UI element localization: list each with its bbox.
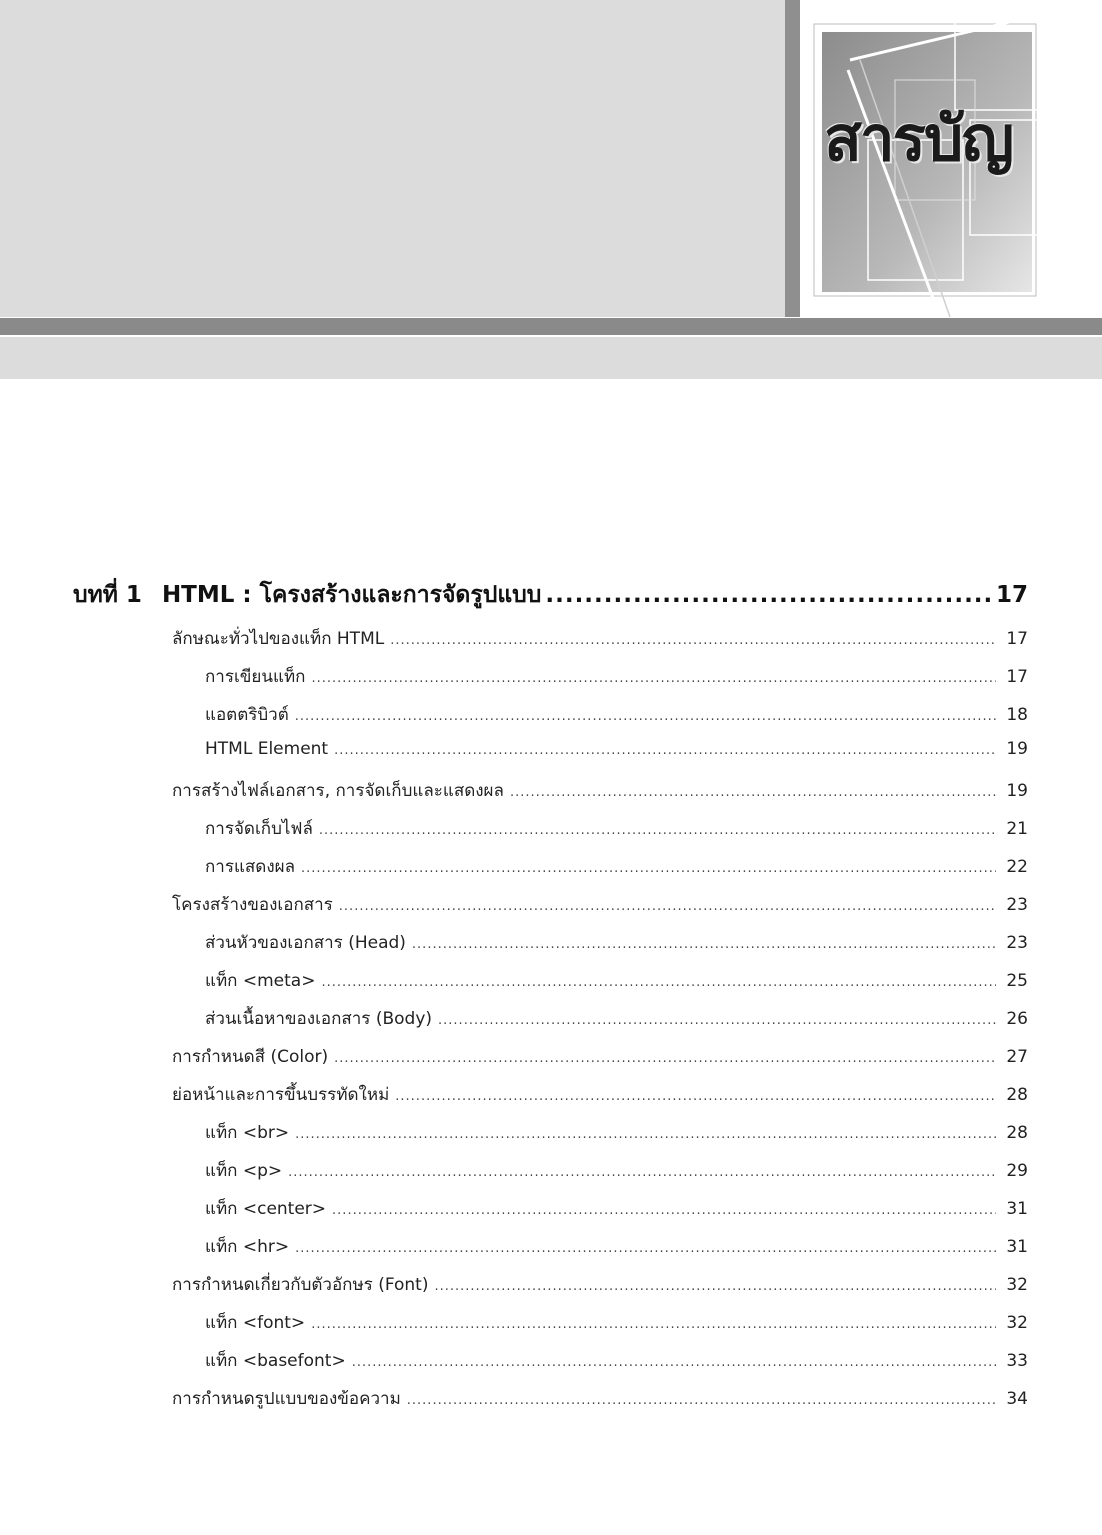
toc-entry	[205, 967, 1028, 997]
chapter-page: 17	[995, 582, 1028, 608]
toc-entry-label: ส่วนหัวของเอกสาร (Head)	[205, 933, 406, 953]
toc-entry	[205, 1233, 1028, 1263]
chapter-number: บทที่ 1	[73, 582, 142, 608]
toc-entry-label: ย่อหน้าและการขึ้นบรรทัดใหม่	[172, 1085, 390, 1105]
toc-entry-label: แท็ก <center>	[205, 1199, 327, 1219]
toc-entry-page: 22	[1006, 857, 1028, 877]
toc-entry-page: 23	[1006, 895, 1028, 915]
toc-entry	[172, 1271, 1028, 1301]
toc-entry-page: 31	[1006, 1237, 1028, 1257]
toc-entry-page: 31	[1006, 1199, 1028, 1219]
dot-leader	[339, 899, 996, 914]
toc-entry	[172, 1385, 1028, 1415]
toc-entry-page: 29	[1006, 1161, 1028, 1181]
toc-entry-label: การจัดเก็บไฟล์	[205, 819, 313, 839]
dot-leader	[295, 1127, 996, 1142]
dot-leader	[412, 937, 996, 952]
toc-entry-label: แท็ก <basefont>	[205, 1351, 346, 1371]
toc-entry	[205, 1195, 1028, 1225]
dot-leader	[334, 743, 996, 758]
toc-entry	[205, 701, 1028, 731]
toc-entry-page: 26	[1006, 1009, 1028, 1029]
toc-entry-page: 32	[1006, 1275, 1028, 1295]
toc-entry-label: การเขียนแท็ก	[205, 667, 306, 687]
toc-entry-page: 19	[1006, 781, 1028, 801]
toc-entry	[205, 1005, 1028, 1035]
toc-entry	[172, 625, 1028, 655]
toc-entry-page: 17	[1006, 667, 1028, 687]
toc-entry-page: 23	[1006, 933, 1028, 953]
toc-entry-label: แท็ก <br>	[205, 1123, 290, 1143]
toc-entry	[205, 1119, 1028, 1149]
dot-leader	[332, 1203, 996, 1218]
dot-leader	[295, 709, 996, 724]
toc-entry	[205, 663, 1028, 693]
dot-leader	[321, 975, 996, 990]
dot-leader	[407, 1393, 996, 1408]
dot-leader	[311, 1317, 996, 1332]
toc-entry	[205, 1347, 1028, 1377]
toc-entry	[172, 891, 1028, 921]
toc-entry-page: 17	[1006, 629, 1028, 649]
toc-entry-label: การกำหนดรูปแบบของข้อความ	[172, 1389, 401, 1409]
toc-entry	[205, 1157, 1028, 1187]
toc-entry	[172, 1081, 1028, 1111]
toc-entry	[205, 929, 1028, 959]
toc-entry-page: 28	[1006, 1085, 1028, 1105]
dot-leader	[311, 671, 996, 686]
header-vertical-bar	[785, 0, 800, 317]
toc-entry-label: แท็ก <meta>	[205, 971, 316, 991]
dot-leader	[334, 1051, 996, 1066]
toc-entry-page: 21	[1006, 819, 1028, 839]
toc-entry-label: ส่วนเนื้อหาของเอกสาร (Body)	[205, 1009, 433, 1029]
dot-leader	[545, 582, 992, 608]
dot-leader	[301, 861, 996, 876]
toc-entry	[172, 777, 1028, 807]
dot-leader	[438, 1013, 996, 1028]
toc-entry-page: 34	[1006, 1389, 1028, 1409]
toc-entry-page: 32	[1006, 1313, 1028, 1333]
chapter-title: HTML : โครงสร้างและการจัดรูปแบบ	[161, 582, 542, 608]
header-band	[0, 337, 1102, 379]
toc-entry-label: แอตตริบิวต์	[205, 705, 289, 725]
toc-entry-page: 33	[1006, 1351, 1028, 1371]
toc-entry-label: แท็ก <font>	[205, 1313, 306, 1333]
dot-leader	[319, 823, 996, 838]
toc-entry-label: การแสดงผล	[205, 857, 296, 877]
toc-entry-label: ลักษณะทั่วไปของแท็ก HTML	[172, 629, 385, 649]
dot-leader	[352, 1355, 996, 1370]
toc-entry	[205, 853, 1028, 883]
header-panel	[0, 0, 785, 317]
toc-entry-label: แท็ก <p>	[205, 1161, 283, 1181]
toc-entry-label: โครงสร้างของเอกสาร	[172, 895, 333, 915]
toc-entry	[205, 1309, 1028, 1339]
toc-entry-page: 18	[1006, 705, 1028, 725]
toc-entry-label: แท็ก <hr>	[205, 1237, 290, 1257]
toc-entry	[205, 739, 1028, 769]
page-title: สารบัญ	[824, 102, 1013, 175]
dot-leader	[395, 1089, 996, 1104]
toc-entry-label: การสร้างไฟล์เอกสาร, การจัดเก็บและแสดงผล	[172, 781, 504, 801]
dot-leader	[434, 1279, 996, 1294]
dot-leader	[510, 785, 996, 800]
dot-leader	[295, 1241, 996, 1256]
toc-entry	[172, 1043, 1028, 1073]
toc-entry-label: HTML Element	[205, 739, 329, 759]
toc-entry	[205, 815, 1028, 845]
toc-entry-page: 19	[1006, 739, 1028, 759]
toc-entry-page: 28	[1006, 1123, 1028, 1143]
toc-entry-page: 27	[1006, 1047, 1028, 1067]
toc-entry-page: 25	[1006, 971, 1028, 991]
toc-entry-label: การกำหนดสี (Color)	[172, 1047, 329, 1067]
dot-leader	[390, 633, 996, 648]
chapter-heading	[73, 577, 1028, 617]
toc-entry-label: การกำหนดเกี่ยวกับตัวอักษร (Font)	[172, 1275, 429, 1295]
header-horizontal-bar	[0, 318, 1102, 335]
dot-leader	[288, 1165, 996, 1180]
